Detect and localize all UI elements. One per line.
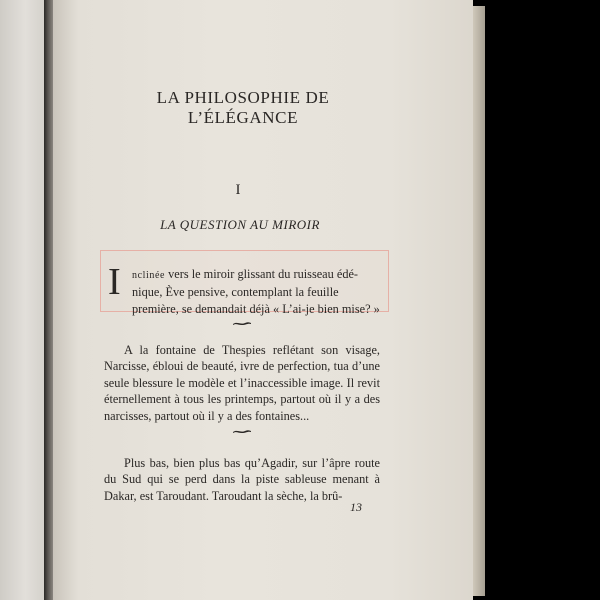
book-gutter bbox=[44, 0, 53, 600]
ornament-icon bbox=[232, 428, 252, 434]
page-number: 13 bbox=[350, 500, 362, 514]
chapter-title: LA QUESTION AU MIROIR bbox=[160, 217, 320, 232]
smallcaps-word: nclinée bbox=[132, 270, 166, 281]
paragraph-1-line-2: nique, Ève pensive, contemplant la feuille bbox=[132, 285, 339, 300]
ornament-icon bbox=[232, 320, 252, 326]
page-edge bbox=[473, 6, 485, 596]
left-page bbox=[0, 0, 46, 600]
paragraph-1 bbox=[110, 266, 380, 317]
line-1-text: vers le miroir glissant du ruisseau édé- bbox=[165, 267, 359, 281]
drop-cap: I bbox=[108, 261, 121, 303]
paragraph-3: Plus bas, bien plus bas qu’Agadir, sur l’âpre route du Sud qui se perd dans la piste sableuse menant à Dakar, est Taroudant. Taroudant la sèche, la brû- bbox=[104, 456, 380, 503]
paragraph-2: A la fontaine de Thespies reflétant son visage, Narcisse, ébloui de beauté, ivre de perfection, tua d’une seule blessure le modèle et l’inaccessible image. Il revit éternellement à tous les printemps, partout où il y a des narcisses, partout où il y a des fontaines... bbox=[104, 343, 380, 423]
page-title: LA PHILOSOPHIE DE L’ÉLÉGANCE bbox=[156, 88, 330, 127]
paragraph-1-line-3: première, se demandait déjà « L’ai-je bien mise? » bbox=[132, 301, 380, 316]
paragraph-1-line-1 bbox=[110, 266, 380, 284]
chapter-number: I bbox=[235, 182, 241, 198]
